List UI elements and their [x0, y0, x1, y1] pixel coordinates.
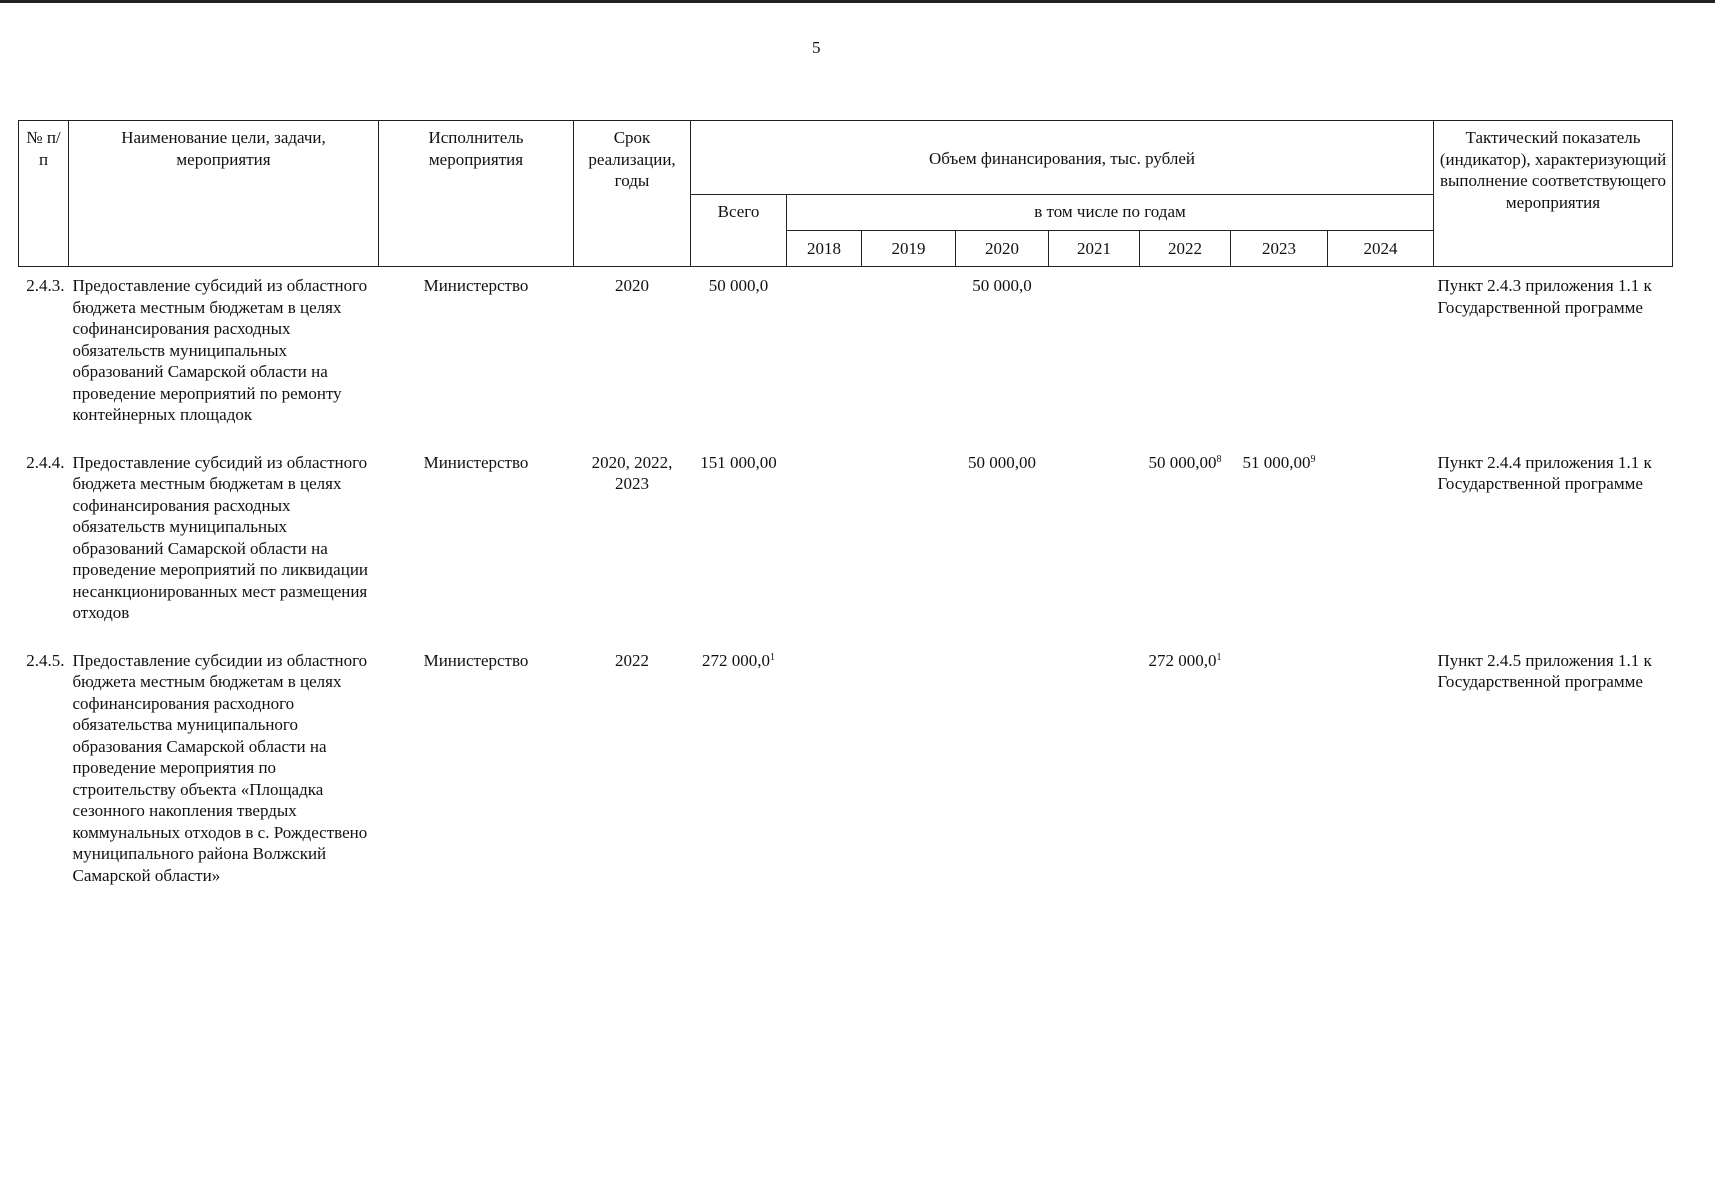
- header-year-2024: 2024: [1328, 231, 1434, 267]
- row-name: Предоставление субсидий из областного бюджета местным бюджетам в целях софинансирования расходных обязательств муниципальных образований Самарской области на проведение мероприятий по ликвидации несанкционированных мест размещения отходов: [72, 452, 369, 622]
- row-period: 2020, 2022, 2023: [591, 452, 673, 493]
- row-2020: 50 000,0: [972, 276, 1032, 295]
- footnote-mark: 9: [1310, 453, 1316, 465]
- row-total: 151 000,00: [700, 452, 777, 472]
- row-2022: [1140, 267, 1231, 444]
- row-number: 2.4.5.: [26, 650, 65, 670]
- header-funding: Объем финансирования, тыс. рублей: [691, 121, 1434, 195]
- row-2024: [1328, 267, 1434, 444]
- funding-plan-table: [18, 120, 1673, 904]
- row-2020: [956, 642, 1049, 905]
- row-2024: [1328, 444, 1434, 642]
- row-2023: [1231, 267, 1328, 444]
- header-year-2023: 2023: [1231, 231, 1328, 267]
- row-2023: [1231, 642, 1328, 905]
- table-body: [19, 267, 1673, 905]
- header-executor: Исполнитель мероприятия: [379, 121, 574, 267]
- header-name: Наименование цели, задачи, мероприятия: [69, 121, 379, 267]
- row-indicator: Пункт 2.4.5 приложения 1.1 к Государственной программе: [1437, 650, 1652, 691]
- row-2023: 51 000,00$^9$: [1242, 452, 1316, 472]
- header-year-2020: 2020: [956, 231, 1049, 267]
- top-border-line: [0, 0, 1715, 3]
- header-indicator: Тактический показатель (индикатор), характеризующий выполнение соответствующего мероприятия: [1434, 121, 1673, 267]
- row-2018: [787, 642, 862, 905]
- header-year-2019: 2019: [862, 231, 956, 267]
- header-num: № п/п: [19, 121, 69, 267]
- row-period: 2022: [615, 650, 649, 670]
- row-total: 50 000,0: [708, 276, 769, 295]
- row-2018: [787, 267, 862, 444]
- row-2019: [862, 444, 956, 642]
- row-2021: [1049, 267, 1140, 444]
- row-executor: Министерство: [423, 452, 529, 472]
- header-year-2021: 2021: [1049, 231, 1140, 267]
- row-name: Предоставление субсидий из областного бюджета местным бюджетам в целях софинансирования расходных обязательств муниципальных образований Самарской области на проведение мероприятий по ремонту контейнерных площадок: [72, 276, 368, 424]
- header-year-2018: 2018: [787, 231, 862, 267]
- header-period: Срок реализации, годы: [574, 121, 691, 267]
- row-2020: 50 000,00: [968, 452, 1036, 472]
- page-number: 5: [812, 38, 821, 57]
- footnote-mark: 1: [1216, 651, 1222, 663]
- row-indicator: Пункт 2.4.3 приложения 1.1 к Государственной программе: [1437, 276, 1652, 317]
- row-2019: [862, 267, 956, 444]
- footnote-mark: 8: [1216, 453, 1222, 465]
- header-total: Всего: [691, 195, 787, 267]
- table-row: [19, 444, 1673, 642]
- row-period: 2020: [615, 276, 649, 295]
- row-indicator: Пункт 2.4.4 приложения 1.1 к Государственной программе: [1437, 452, 1652, 493]
- row-2019: [862, 642, 956, 905]
- row-executor: Министерство: [423, 650, 529, 670]
- header-year-2022: 2022: [1140, 231, 1231, 267]
- table-row: [19, 267, 1673, 444]
- row-2021: [1049, 444, 1140, 642]
- table-row: [19, 642, 1673, 905]
- row-2024: [1328, 642, 1434, 905]
- row-name: Предоставление субсидии из областного бюджета местным бюджетам в целях софинансирования расходного обязательства муниципального образования Самарской области на проведение мероприятия по строительству объекта «Площадка сезонного накопления твердых коммунальных отходов в с. Рождествено муниципального района Волжский Самарской области»: [72, 650, 368, 885]
- row-2018: [787, 444, 862, 642]
- row-number: 2.4.4.: [26, 452, 65, 472]
- table-header: [19, 121, 1673, 267]
- row-2022: 272 000,0$^1$: [1148, 650, 1222, 670]
- header-by-years: в том числе по годам: [787, 195, 1434, 231]
- row-number: 2.4.3.: [26, 276, 65, 295]
- row-2022: 50 000,00$^8$: [1148, 452, 1222, 472]
- footnote-mark: 1: [770, 651, 775, 663]
- row-total: 272 000,0$^1$: [702, 650, 775, 670]
- row-2021: [1049, 642, 1140, 905]
- row-executor: Министерство: [423, 276, 529, 295]
